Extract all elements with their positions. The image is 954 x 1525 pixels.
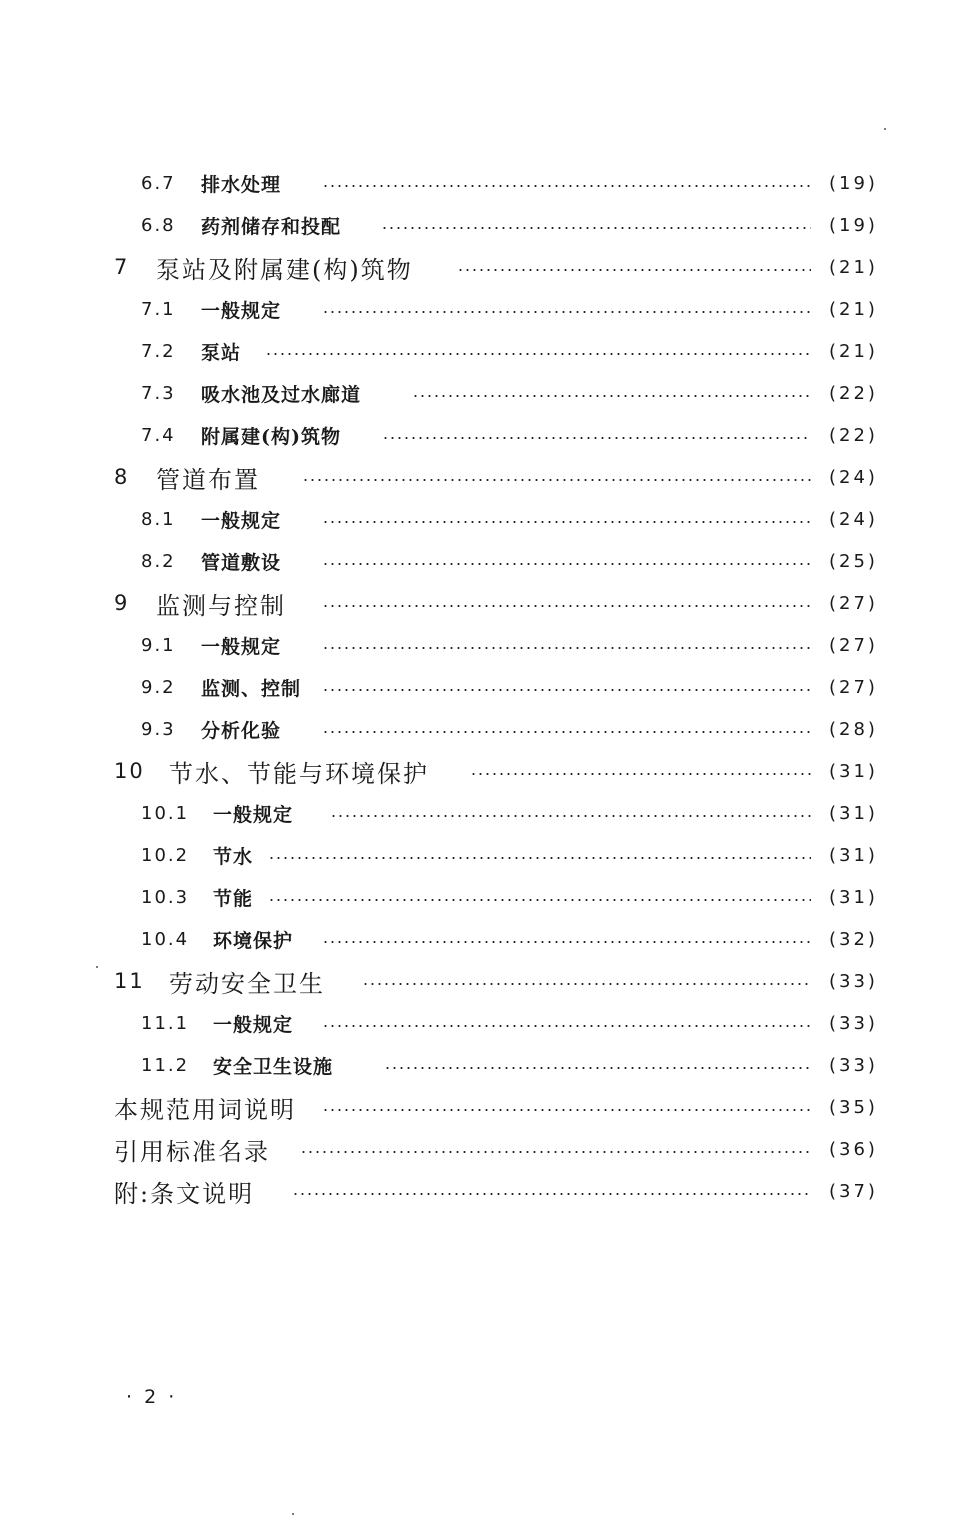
dot-leader xyxy=(322,521,811,523)
toc-entry-number: 9.2 xyxy=(141,676,176,698)
toc-entry-title: 环境保护 xyxy=(213,929,294,952)
toc-entry-title: 安全卫生设施 xyxy=(213,1055,334,1078)
dot-leader xyxy=(330,815,811,817)
dot-leader xyxy=(412,395,811,397)
toc-entry-page: (31) xyxy=(829,802,878,824)
toc-chapter-entry[interactable] xyxy=(0,751,954,791)
toc-entry-page: (24) xyxy=(829,508,878,530)
dot-leader xyxy=(384,1067,811,1069)
toc-entry-title: 一般规定 xyxy=(201,509,282,532)
toc-entry-page: (31) xyxy=(829,886,878,908)
toc-entry-number: 9.1 xyxy=(141,634,176,656)
toc-entry-title: 分析化验 xyxy=(201,719,282,742)
dot-leader xyxy=(322,1025,811,1027)
toc-entry-number: 10 xyxy=(114,759,145,783)
toc-entry-number: 8.2 xyxy=(141,550,176,572)
toc-entry-title: 药剂储存和投配 xyxy=(201,215,342,238)
toc-entry-number: 8.1 xyxy=(141,508,176,530)
toc-section-entry[interactable] xyxy=(0,499,954,539)
toc-entry-title: 附:条文说明 xyxy=(114,1179,255,1208)
toc-appendix-entry[interactable] xyxy=(0,1129,954,1169)
toc-section-entry[interactable] xyxy=(0,709,954,749)
toc-entry-title: 引用标准名录 xyxy=(114,1137,270,1166)
toc-entry-number: 10.3 xyxy=(141,886,190,908)
dot-leader xyxy=(322,185,811,187)
toc-entry-number: 7.3 xyxy=(141,382,176,404)
dot-leader xyxy=(322,605,811,607)
toc-chapter-entry[interactable] xyxy=(0,583,954,623)
toc-section-entry[interactable] xyxy=(0,163,954,203)
dot-leader xyxy=(322,647,811,649)
toc-entry-page: (24) xyxy=(829,466,878,488)
dot-leader xyxy=(381,227,811,229)
dot-leader xyxy=(322,563,811,565)
toc-entry-number: 8 xyxy=(114,465,130,489)
toc-entry-number: 6.8 xyxy=(141,214,176,236)
scan-speck xyxy=(884,128,886,130)
toc-entry-page: (21) xyxy=(829,298,878,320)
toc-entry-page: (33) xyxy=(829,1012,878,1034)
dot-leader xyxy=(382,437,811,439)
scan-speck xyxy=(292,1513,294,1515)
toc-entry-page: (27) xyxy=(829,634,878,656)
toc-entry-title: 吸水池及过水廊道 xyxy=(201,383,362,406)
toc-entry-number: 7 xyxy=(114,255,130,279)
dot-leader xyxy=(322,311,811,313)
toc-entry-title: 一般规定 xyxy=(201,299,282,322)
toc-entry-title: 节能 xyxy=(213,887,254,910)
toc-entry-page: (19) xyxy=(829,172,878,194)
toc-section-entry[interactable] xyxy=(0,205,954,245)
toc-entry-number: 11.2 xyxy=(141,1054,190,1076)
toc-entry-title: 排水处理 xyxy=(201,173,282,196)
toc-section-entry[interactable] xyxy=(0,835,954,875)
toc-entry-page: (22) xyxy=(829,382,878,404)
toc-entry-title: 一般规定 xyxy=(201,635,282,658)
dot-leader xyxy=(265,353,811,355)
toc-section-entry[interactable] xyxy=(0,415,954,455)
toc-section-entry[interactable] xyxy=(0,877,954,917)
toc-entry-page: (36) xyxy=(829,1138,878,1160)
toc-entry-page: (27) xyxy=(829,592,878,614)
toc-entry-title: 泵站 xyxy=(201,341,242,364)
toc-entry-title: 一般规定 xyxy=(213,803,294,826)
dot-leader xyxy=(322,689,811,691)
toc-section-entry[interactable] xyxy=(0,331,954,371)
toc-section-entry[interactable] xyxy=(0,625,954,665)
toc-entry-page: (35) xyxy=(829,1096,878,1118)
toc-entry-title: 管道敷设 xyxy=(201,551,282,574)
toc-entry-page: (31) xyxy=(829,760,878,782)
toc-entry-page: (32) xyxy=(829,928,878,950)
toc-entry-title: 节水 xyxy=(213,845,254,868)
toc-section-entry[interactable] xyxy=(0,1045,954,1085)
toc-entry-title: 泵站及附属建(构)筑物 xyxy=(156,255,413,284)
toc-entry-number: 11.1 xyxy=(141,1012,190,1034)
dot-leader xyxy=(302,479,811,481)
toc-entry-title: 附属建(构)筑物 xyxy=(201,425,341,448)
toc-entry-number: 10.2 xyxy=(141,844,190,866)
toc-entry-number: 11 xyxy=(114,969,145,993)
dot-leader xyxy=(457,269,811,271)
dot-leader xyxy=(300,1151,811,1153)
toc-entry-page: (33) xyxy=(829,970,878,992)
toc-entry-number: 6.7 xyxy=(141,172,176,194)
toc-entry-title: 监测、控制 xyxy=(201,677,302,700)
dot-leader xyxy=(292,1193,811,1195)
toc-entry-number: 10.4 xyxy=(141,928,190,950)
toc-entry-page: (22) xyxy=(829,424,878,446)
toc-entry-number: 10.1 xyxy=(141,802,190,824)
toc-chapter-entry[interactable] xyxy=(0,457,954,497)
toc-entry-page: (21) xyxy=(829,340,878,362)
toc-entry-number: 7.2 xyxy=(141,340,176,362)
toc-appendix-entry[interactable] xyxy=(0,1171,954,1211)
page-number: · 2 · xyxy=(126,1386,178,1408)
toc-entry-page: (28) xyxy=(829,718,878,740)
dot-leader xyxy=(268,899,811,901)
toc-appendix-entry[interactable] xyxy=(0,1087,954,1127)
toc-chapter-entry[interactable] xyxy=(0,247,954,287)
dot-leader xyxy=(322,1109,811,1111)
toc-entry-number: 7.1 xyxy=(141,298,176,320)
toc-entry-title: 节水、节能与环境保护 xyxy=(169,759,429,788)
toc-entry-page: (31) xyxy=(829,844,878,866)
dot-leader xyxy=(470,773,811,775)
toc-section-entry[interactable] xyxy=(0,1003,954,1043)
toc-entry-number: 7.4 xyxy=(141,424,176,446)
toc-entry-title: 监测与控制 xyxy=(156,591,286,620)
dot-leader xyxy=(362,983,811,985)
scan-speck xyxy=(96,966,98,968)
toc-entry-title: 本规范用词说明 xyxy=(114,1095,296,1124)
toc-entry-page: (19) xyxy=(829,214,878,236)
toc-entry-page: (25) xyxy=(829,550,878,572)
toc-section-entry[interactable] xyxy=(0,667,954,707)
toc-section-entry[interactable] xyxy=(0,793,954,833)
toc-entry-number: 9.3 xyxy=(141,718,176,740)
toc-entry-title: 管道布置 xyxy=(156,465,260,494)
toc-entry-page: (21) xyxy=(829,256,878,278)
toc-section-entry[interactable] xyxy=(0,289,954,329)
toc-entry-number: 9 xyxy=(114,591,130,615)
toc-entry-page: (37) xyxy=(829,1180,878,1202)
toc-entry-title: 一般规定 xyxy=(213,1013,294,1036)
toc-section-entry[interactable] xyxy=(0,541,954,581)
toc-entry-title: 劳动安全卫生 xyxy=(169,969,325,998)
toc-chapter-entry[interactable] xyxy=(0,961,954,1001)
toc-section-entry[interactable] xyxy=(0,373,954,413)
dot-leader xyxy=(322,731,811,733)
toc-section-entry[interactable] xyxy=(0,919,954,959)
dot-leader xyxy=(322,941,811,943)
toc-entry-page: (33) xyxy=(829,1054,878,1076)
dot-leader xyxy=(268,857,811,859)
toc-entry-page: (27) xyxy=(829,676,878,698)
